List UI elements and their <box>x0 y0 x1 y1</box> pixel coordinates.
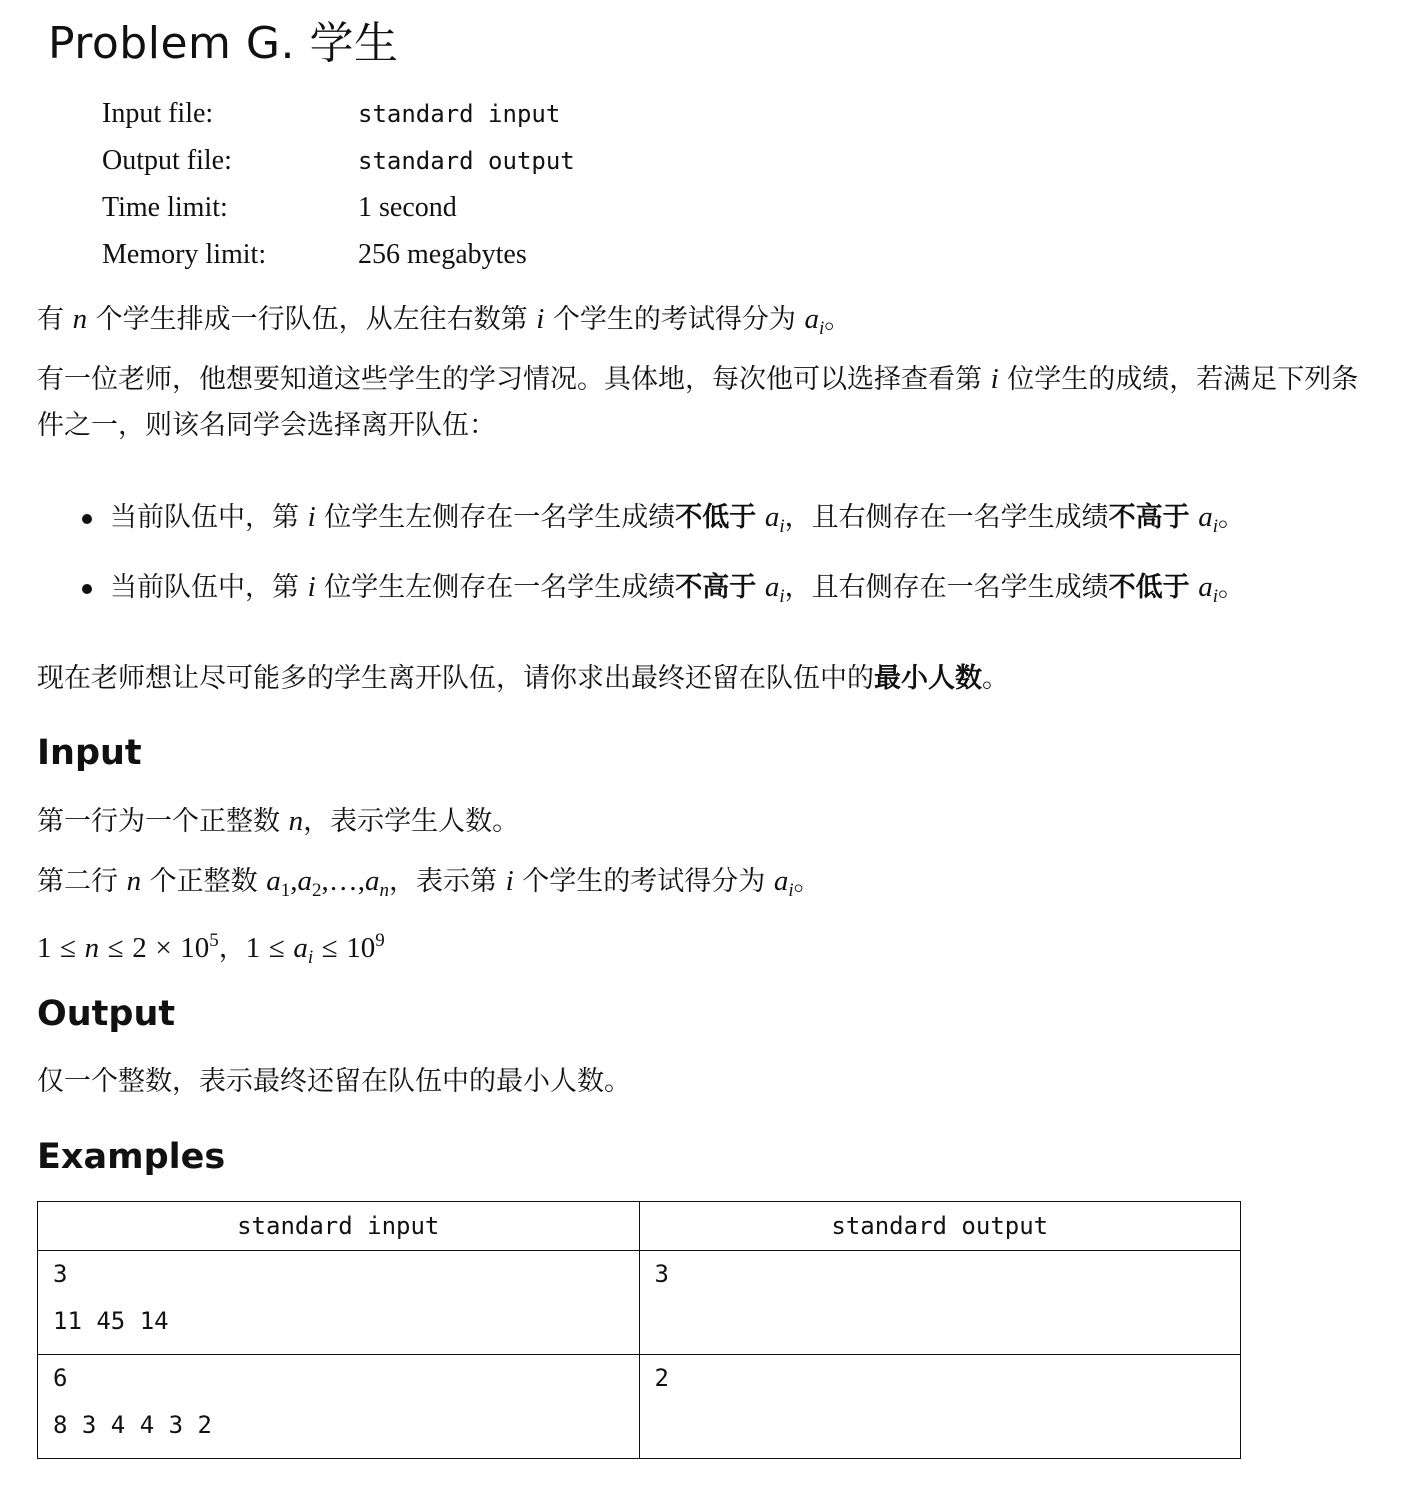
example-output-cell[interactable] <box>639 1251 1241 1355</box>
math-symbol: × <box>155 932 172 964</box>
meta-label: Input file: <box>102 97 214 129</box>
meta-row-memory-limit <box>102 231 575 278</box>
text: ，且右侧存在一名学生成绩 <box>784 502 1109 533</box>
example-input-cell[interactable] <box>38 1251 640 1355</box>
example-row <box>38 1355 1241 1459</box>
text: ， <box>218 933 246 964</box>
condition-item <box>82 494 1382 564</box>
meta-row-time-limit <box>102 184 575 231</box>
example-row <box>38 1251 1241 1355</box>
math-var: n <box>126 865 142 897</box>
column-header-input: standard input <box>38 1202 640 1251</box>
emphasis-text: 不高于 <box>1108 502 1190 533</box>
meta-row-output-file <box>102 137 575 184</box>
text: 个学生排成一行队伍，从左往右数第 <box>87 304 537 335</box>
emphasis-text: 不高于 <box>675 572 757 603</box>
input-heading: Input <box>37 733 142 773</box>
output-heading: Output <box>37 994 176 1034</box>
statement-paragraph-3 <box>37 656 1377 702</box>
math-var: i <box>505 865 514 897</box>
text: 第二行 <box>37 866 127 897</box>
code-line: 8 3 4 4 3 2 <box>53 1411 212 1439</box>
input-line-1 <box>37 798 1377 845</box>
output-description: 仅一个整数，表示最终还留在队伍中的最小人数。 <box>37 1066 631 1097</box>
text: 个学生的考试得分为 <box>513 866 774 897</box>
math-subscript: i <box>779 516 785 537</box>
math-subscript: n <box>379 880 390 901</box>
column-header-output: standard output <box>639 1202 1241 1251</box>
example-output-cell[interactable] <box>639 1355 1241 1459</box>
math-subscript: i <box>1212 516 1218 537</box>
math-symbol: , <box>357 865 366 897</box>
math-var: n <box>288 805 304 837</box>
examples-header-row <box>38 1202 1241 1251</box>
math-var: a <box>365 865 380 897</box>
math-symbol: ≤ <box>107 932 124 964</box>
emphasis-text: 最小人数 <box>874 663 982 694</box>
math-var: a <box>1198 571 1213 603</box>
math-number: 2 <box>132 932 147 964</box>
math-var: i <box>307 571 316 603</box>
math-var: n <box>84 932 100 964</box>
math-symbol: , <box>321 865 329 897</box>
text: ，表示学生人数。 <box>303 806 520 837</box>
math-subscript: 1 <box>280 880 291 901</box>
condition-list <box>82 494 1382 634</box>
text: 。 <box>824 304 852 335</box>
meta-label: Output file: <box>102 144 232 176</box>
meta-label: Time limit: <box>102 191 228 223</box>
math-subscript: i <box>819 318 825 339</box>
math-subscript: i <box>307 947 314 968</box>
math-var: a <box>266 865 281 897</box>
math-var: i <box>307 501 316 533</box>
math-var: n <box>72 303 88 335</box>
text: 个学生的考试得分为 <box>544 304 805 335</box>
text: ，且右侧存在一名学生成绩 <box>784 572 1109 603</box>
bullet-icon <box>82 584 92 594</box>
math-var: a <box>773 865 789 897</box>
math-number: 1 <box>245 932 261 964</box>
text: 有 <box>37 304 73 335</box>
text: 第一行为一个正整数 <box>37 806 289 837</box>
code-line: 2 <box>654 1364 669 1392</box>
text: 。 <box>1218 572 1245 603</box>
page-title: Problem G. 学生 <box>48 18 399 69</box>
example-input-cell[interactable] <box>38 1355 640 1459</box>
text: 有一位老师，他想要知道这些学生的学习情况。具体地，每次他可以选择查看第 <box>37 364 991 395</box>
emphasis-text: 不低于 <box>1108 572 1190 603</box>
input-line-2 <box>37 858 1377 914</box>
math-var: i <box>536 303 545 335</box>
meta-label: Memory limit: <box>102 238 267 270</box>
math-symbol: ≤ <box>60 932 77 964</box>
meta-value: standard input <box>358 99 561 128</box>
math-superscript: 9 <box>375 930 385 951</box>
math-symbol: , <box>290 865 298 897</box>
code-line: 11 45 14 <box>53 1307 169 1335</box>
text: 位学生左侧存在一名学生成绩 <box>315 502 676 533</box>
text: 当前队伍中，第 <box>110 502 308 533</box>
text: 。 <box>1218 502 1245 533</box>
math-symbol: ≤ <box>321 932 338 964</box>
condition-item <box>82 564 1382 634</box>
code-line: 3 <box>53 1260 68 1288</box>
math-subscript: i <box>779 586 785 607</box>
examples-table <box>37 1201 1241 1459</box>
meta-value: 1 second <box>358 191 457 223</box>
meta-value: standard output <box>358 146 575 175</box>
code-line: 6 <box>53 1364 68 1392</box>
math-symbol: … <box>328 865 358 897</box>
math-symbol: ≤ <box>268 932 285 964</box>
input-constraints <box>37 918 1377 981</box>
examples-heading: Examples <box>37 1137 226 1177</box>
math-number: 1 <box>37 932 52 964</box>
statement-paragraph-2 <box>37 356 1377 449</box>
text: 现在老师想让尽可能多的学生离开队伍，请你求出最终还留在队伍中的 <box>37 663 874 694</box>
math-var: a <box>764 571 780 603</box>
text: ，表示第 <box>389 866 506 897</box>
emphasis-text: 不低于 <box>675 502 757 533</box>
text: 。 <box>982 663 1009 694</box>
text: 。 <box>793 866 821 897</box>
math-number: 10 <box>180 932 210 964</box>
math-var: a <box>764 501 780 533</box>
math-var: a <box>293 932 308 964</box>
math-subscript: 2 <box>312 880 322 901</box>
bullet-icon <box>82 514 92 524</box>
math-number: 10 <box>346 932 376 964</box>
meta-value: 256 megabytes <box>358 238 527 270</box>
text: 位学生左侧存在一名学生成绩 <box>315 572 676 603</box>
code-line: 3 <box>654 1260 669 1288</box>
text: 个正整数 <box>141 866 267 897</box>
text: 位学生的成绩，若满足下列条件之一，则该名同学会选择离开队伍： <box>37 364 1359 441</box>
math-subscript: i <box>1212 586 1218 607</box>
math-superscript: 5 <box>209 930 219 951</box>
meta-row-input-file <box>102 90 575 137</box>
math-var: a <box>297 865 313 897</box>
math-subscript: i <box>788 880 794 901</box>
statement-paragraph-1 <box>37 296 1377 352</box>
math-var: i <box>990 363 999 395</box>
math-var: a <box>804 303 819 335</box>
math-var: a <box>1198 501 1213 533</box>
problem-meta-table <box>102 90 575 278</box>
text: 当前队伍中，第 <box>110 572 308 603</box>
